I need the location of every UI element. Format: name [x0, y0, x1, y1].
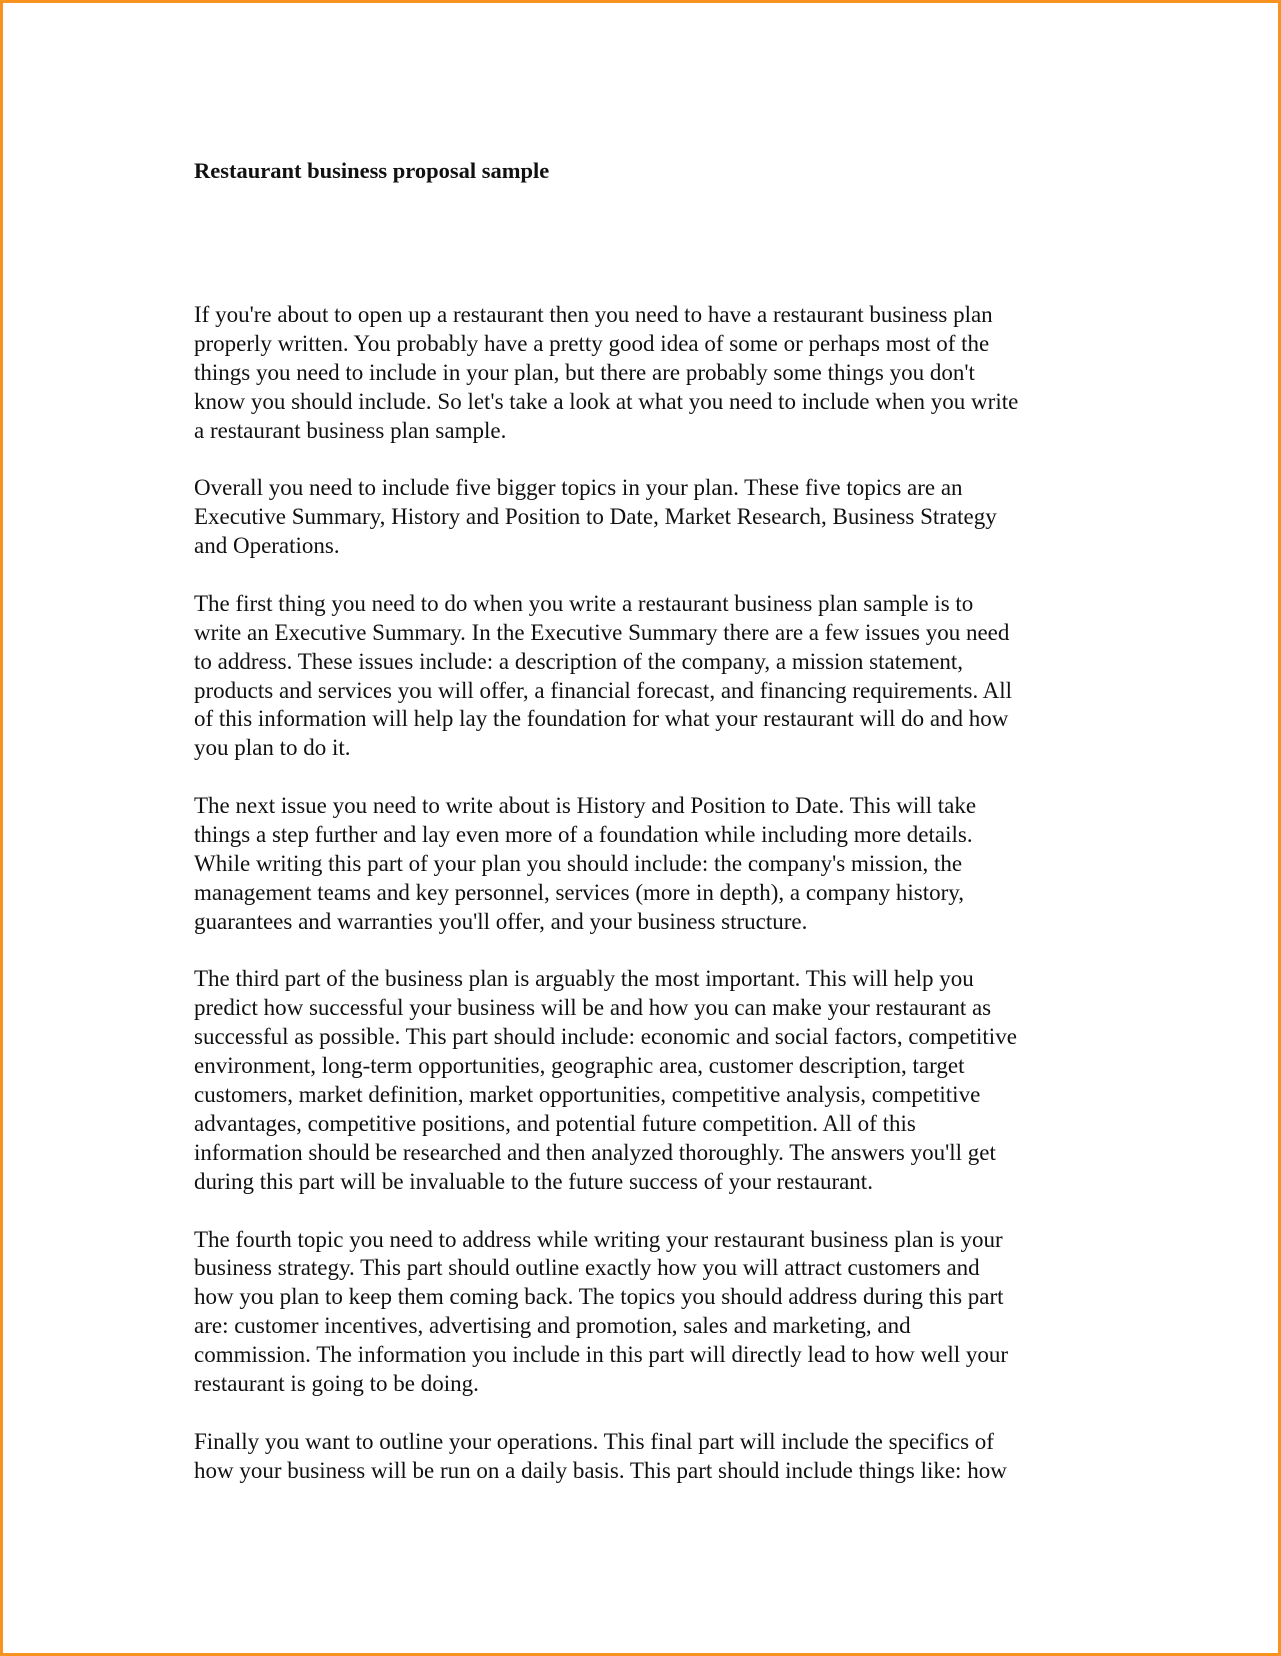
text-line: The next issue you need to write about is History and Position to Date. This will take [194, 793, 977, 819]
paragraph-business-strategy [194, 1226, 1018, 1399]
paragraph-market-research [194, 965, 1018, 1196]
text-line: how your business will be run on a daily basis. This part should include things like: how [194, 1457, 1007, 1483]
text-line: are: customer incentives, advertising and promotion, sales and marketing, and [194, 1313, 911, 1339]
text-line: guarantees and warranties you'll offer, and your business structure. [194, 908, 808, 934]
text-line: to address. These issues include: a description of the company, a mission statement, [194, 648, 964, 674]
text-line: customers, market definition, market opportunities, competitive analysis, competitive [194, 1082, 981, 1108]
text-line: things a step further and lay even more of a foundation while including more details. [194, 822, 973, 848]
text-line: properly written. You probably have a pretty good idea of some or perhaps most of the [194, 330, 990, 356]
text-line: of this information will help lay the foundation for what your restaurant will do and how [194, 706, 1009, 732]
text-line: If you're about to open up a restaurant then you need to have a restaurant business plan [194, 302, 993, 327]
text-line: predict how successful your business will be and how you can make your restaurant as [194, 995, 992, 1021]
text-line: business strategy. This part should outline exactly how you will attract customers and [194, 1255, 980, 1281]
text-line: a restaurant business plan sample. [194, 417, 507, 443]
text-line: The third part of the business plan is arguably the most important. This will help you [194, 966, 974, 992]
paragraph-operations [194, 1428, 1018, 1486]
text-line: successful as possible. This part should include: economic and social factors, competitive [194, 1024, 1017, 1050]
text-line: The fourth topic you need to address while writing your restaurant business plan is your [194, 1226, 1003, 1252]
text-line: how you plan to keep them coming back. The topics you should address during this part [194, 1284, 1004, 1310]
paragraph-overview [194, 474, 1018, 561]
text-line: during this part will be invaluable to the future success of your restaurant. [194, 1168, 873, 1194]
text-line: While writing this part of your plan you should include: the company's mission, the [194, 850, 963, 876]
text-line: advantages, competitive positions, and potential future competition. All of this [194, 1110, 916, 1136]
text-line: write an Executive Summary. In the Executive Summary there are a few issues you need [194, 619, 1010, 645]
text-line: management teams and key personnel, services (more in depth), a company history, [194, 879, 965, 905]
text-line: Finally you want to outline your operations. This final part will include the specifics of [194, 1428, 994, 1454]
paragraph-executive-summary [194, 590, 1018, 763]
text-line: things you need to include in your plan, but there are probably some things you don't [194, 359, 975, 385]
text-line: information should be researched and then analyzed thoroughly. The answers you'll get [194, 1139, 996, 1165]
text-line: and Operations. [194, 533, 340, 559]
text-line: commission. The information you include in this part will directly lead to how well your [194, 1342, 1009, 1368]
text-line: Overall you need to include five bigger topics in your plan. These five topics are an [194, 475, 963, 501]
paragraph-history [194, 792, 1018, 936]
text-line: know you should include. So let's take a look at what you need to include when you write [194, 388, 1019, 414]
text-line: products and services you will offer, a financial forecast, and financing requirements. All [194, 677, 1013, 703]
document-title: Restaurant business proposal sample [194, 158, 550, 183]
paragraph-intro [194, 301, 1018, 445]
text-line: restaurant is going to be doing. [194, 1370, 479, 1396]
text-line: environment, long-term opportunities, geographic area, customer description, target [194, 1053, 965, 1079]
text-line: Executive Summary, History and Position to Date, Market Research, Business Strategy [194, 504, 997, 530]
document-body [194, 301, 1018, 1514]
text-line: The first thing you need to do when you write a restaurant business plan sample is to [194, 590, 974, 616]
text-line: you plan to do it. [194, 735, 351, 761]
